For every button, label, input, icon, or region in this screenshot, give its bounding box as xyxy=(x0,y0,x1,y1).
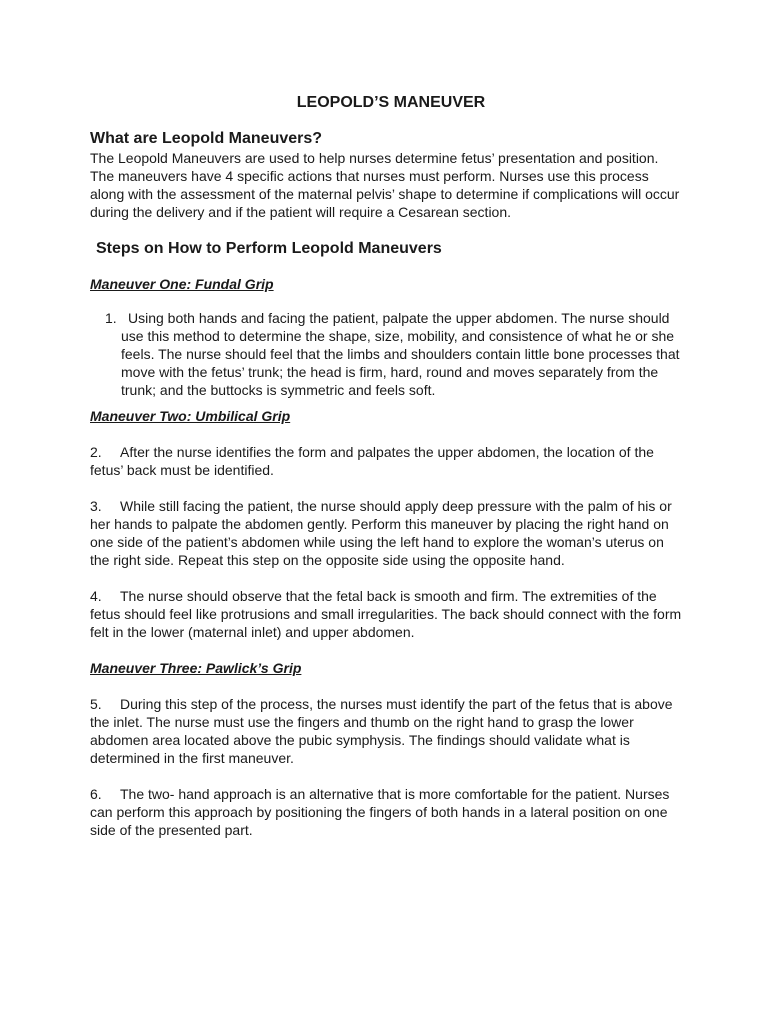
maneuver-one-title: Maneuver One: Fundal Grip xyxy=(90,276,274,292)
step-text: While still facing the patient, the nurse should apply deep pressure with the palm of his or her hands to palpate the abdomen gently. Perform this maneuver by placing the right hand on one side of the patient’s abdomen while using the left hand to explore the woman’s uterus on the right side. Repeat this step on the opposite side using the opposite hand. xyxy=(90,498,672,568)
step-text: The two- hand approach is an alternative that is more comfortable for the patient. Nurses can perform this approach by positioning the fingers of both hands in a lateral position on one side of the presented part. xyxy=(90,786,670,838)
maneuver-three-title: Maneuver Three: Pawlick’s Grip xyxy=(90,660,302,676)
step-text: Using both hands and facing the patient, palpate the upper abdomen. The nurse should use this method to determine the shape, size, mobility, and consistence of what he or she feels. The nurse should feel that the limbs and shoulders contain little bone processes that move with the fetus’ trunk; the head is firm, hard, round and moves separately from the trunk; and the buttocks is symmetric and feels soft. xyxy=(121,310,680,398)
step-number: 3. xyxy=(90,498,102,514)
step-number: 6. xyxy=(90,786,102,802)
step-text: During this step of the process, the nurses must identify the part of the fetus that is above the inlet. The nurse must use the fingers and thumb on the right hand to grasp the lower abdomen area located above the pubic symphysis. The findings should validate what is determined in the first maneuver. xyxy=(90,696,673,766)
step-item xyxy=(90,443,682,479)
step-number: 5. xyxy=(90,696,102,712)
step-number: 4. xyxy=(90,588,102,604)
maneuver-one-steps xyxy=(90,309,682,399)
step-text: The nurse should observe that the fetal back is smooth and firm. The extremities of the fetus should feel like protrusions and small irregularities. The back should connect with the form felt in the lower (maternal inlet) and upper abdomen. xyxy=(90,588,682,640)
document-page xyxy=(90,93,682,839)
step-item xyxy=(90,785,682,839)
what-heading: What are Leopold Maneuvers? xyxy=(90,130,323,147)
steps-heading: Steps on How to Perform Leopold Maneuvers xyxy=(96,240,442,257)
step-item xyxy=(105,309,682,399)
step-number: 1. xyxy=(105,310,117,326)
intro-paragraph: The Leopold Maneuvers are used to help nurses determine fetus’ presentation and position. The maneuvers have 4 specific actions that nurses must perform. Nurses use this process along with the assessment of the maternal pelvis’ shape to determine if complications will occur during the delivery and if the patient will require a Cesarean section. xyxy=(90,150,680,220)
step-item xyxy=(90,695,682,767)
step-text: After the nurse identifies the form and palpates the upper abdomen, the location of the fetus’ back must be identified. xyxy=(90,444,654,478)
step-item xyxy=(90,587,682,641)
step-number: 2. xyxy=(90,444,102,460)
maneuver-two-title: Maneuver Two: Umbilical Grip xyxy=(90,408,291,424)
step-item xyxy=(90,497,682,569)
document-title: LEOPOLD’S MANEUVER xyxy=(296,94,486,111)
